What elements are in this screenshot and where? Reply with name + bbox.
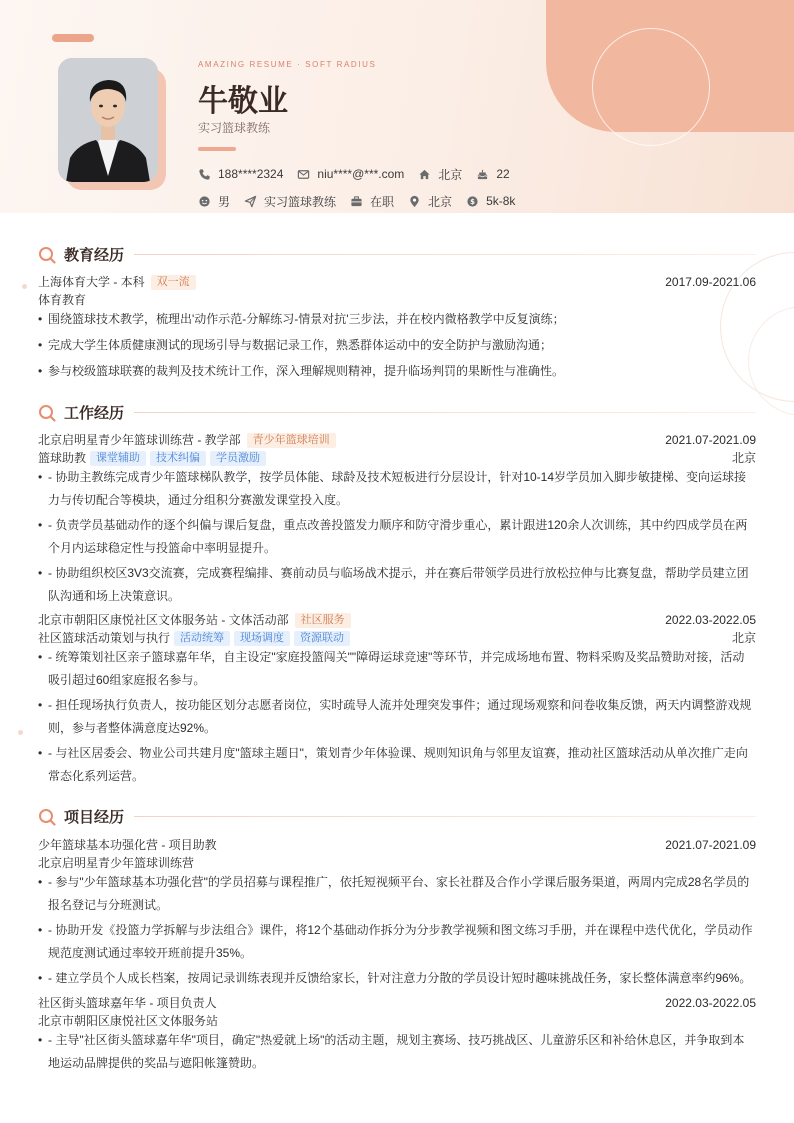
hometown-text: 北京 [438,167,463,182]
skill-tag: 现场调度 [234,631,290,646]
section-magnifier-icon [38,808,56,826]
project-section-header [38,805,756,827]
job-date: 2022.03-2022.05 [665,613,756,627]
job-city: 北京 [731,451,756,465]
profile-row [198,193,529,209]
project-date: 2022.03-2022.05 [665,996,756,1010]
gender-item [198,193,230,210]
job-role: 社区篮球活动策划与执行 [38,631,171,645]
target-city-item [408,193,452,210]
education-title: 教育经历 [64,247,125,264]
job-bullet: • - 协助主教练完成青少年篮球梯队教学，按学员体能、球龄及技术短板进行分层设计，针对10-14岁学员加入脚步敏捷梯、变向运球接力与传切配合等模块，通过分组积分赛激发课堂投入度。 [38,466,756,512]
cake-icon [476,168,489,181]
project-bullet: • - 主导"社区街头篮球嘉年华"项目，确定"热爱就上场"的活动主题，规划主赛场、技巧挑战区、儿童游乐区和补给休息区，并争取到本地运动品牌提供的奖品与遮阳帐篷赞助。 [38,1029,756,1075]
section-divider [134,254,756,255]
status-text: 在职 [370,194,395,209]
resume-tagline: AMAZING RESUME · SOFT RADIUS [198,60,377,69]
section-divider [134,412,756,413]
job-org: 北京启明星青少年篮球训练营 - 教学部 [38,433,241,447]
project-date: 2021.07-2021.09 [665,838,756,852]
project-name-row [38,836,756,854]
job-bullet: • - 统筹策划社区亲子篮球嘉年华，自主设定"家庭投篮闯关""障碍运球竞速"等环节，并完成场地布置、物料采购及奖品赞助对接，活动吸引超过60组家庭报名参与。 [38,646,756,692]
phone-icon [198,168,211,181]
gender-icon [198,195,211,208]
home-icon [418,168,431,181]
job-bullet: • - 与社区居委会、物业公司共建月度"篮球主题日"，策划青少年体验课、规则知识角与邻里友谊赛，推动社区篮球活动从单次推广走向常态化系列运营。 [38,742,756,788]
target-job-item [244,193,336,210]
svg-text:$: $ [470,197,475,206]
candidate-name: 牛敬业 [198,85,288,118]
status-item [350,193,394,210]
job-tag: 青少年篮球培训 [247,433,336,448]
skill-tag: 课堂辅助 [90,451,146,466]
education-bullet: • 参与校级篮球联赛的裁判及技术统计工作，深入理解规则精神，提升临场判罚的果断性与准确性。 [38,360,756,383]
section-magnifier-icon [38,404,56,422]
job-org-row [38,611,756,629]
education-school-row [38,273,756,291]
email-text: niu****@***.com [317,167,405,181]
education-section-header [38,243,756,265]
project-bullet: • - 建立学员个人成长档案，按周记录训练表现并反馈给家长，针对注意力分散的学员设计短时趣味挑战任务，家长整体满意率约96%。 [38,967,756,990]
project-name: 少年篮球基本功强化营 - 项目助教 [38,838,217,852]
section-magnifier-icon [38,246,56,264]
education-major: 体育教育 [38,293,87,307]
project-title: 项目经历 [64,809,125,826]
age-text: 22 [496,167,510,181]
hometown-item [418,166,462,183]
job-date: 2021.07-2021.09 [665,433,756,447]
avatar [58,58,158,182]
decorative-dot [18,730,23,735]
target-city-text: 北京 [428,194,453,209]
job-role-row [38,629,756,647]
age-item [476,167,509,181]
job-role: 篮球助教 [38,451,87,465]
education-date: 2017.09-2021.06 [665,275,756,289]
gender-text: 男 [218,194,231,209]
job-org-row [38,431,756,449]
education-bullet: • 完成大学生体质健康测试的现场引导与数据记录工作，熟悉群体运动中的安全防护与激励沟通； [38,334,756,357]
salary-text: 5k-8k [486,194,516,208]
mail-icon [297,168,310,181]
accent-pill [52,34,94,42]
skill-tag: 技术纠偏 [150,451,206,466]
phone-item [198,167,283,181]
accent-bar [198,147,236,151]
school-name: 上海体育大学 - 本科 [38,275,145,289]
phone-text: 188****2324 [218,167,284,181]
email-item [297,167,404,181]
send-icon [244,195,257,208]
skill-tag: 学员激励 [210,451,266,466]
location-icon [408,195,421,208]
skill-tag: 活动统筹 [174,631,230,646]
project-bullet: • - 参与"少年篮球基本功强化营"的学员招募与课程推广，依托短视频平台、家长社群及合作小学课后服务渠道，两周内完成28名学员的报名登记与分班测试。 [38,871,756,917]
decorative-ring [592,28,710,146]
job-org: 北京市朝阳区康悦社区文体服务站 - 文体活动部 [38,613,289,627]
salary-icon [466,195,479,208]
job-bullet: • - 协助组织校区3V3交流赛，完成赛程编排、赛前动员与临场战术提示，并在赛后带领学员进行放松拉伸与比赛复盘，帮助学员建立团队沟通和场上决策意识。 [38,562,756,608]
project-org: 北京启明星青少年篮球训练营 [38,856,195,870]
job-bullet: • - 担任现场执行负责人，按功能区划分志愿者岗位，实时疏导人流并处理突发事件；通过现场观察和问卷收集反馈，两天内调整游戏规则，参与者整体满意度达92%。 [38,694,756,740]
job-role-row [38,449,756,467]
project-name-row [38,994,756,1012]
project-bullet: • - 协助开发《投篮力学拆解与步法组合》课件，将12个基础动作拆分为分步教学视频和图文练习手册，并在课程中迭代优化，学员动作规范度测试通过率较开班前提升35%。 [38,919,756,965]
salary-item [466,194,515,208]
briefcase-icon [350,195,363,208]
skill-tag: 资源联动 [294,631,350,646]
job-bullet: • - 负责学员基础动作的逐个纠偏与课后复盘，重点改善投篮发力顺序和防守滑步重心，累计跟进120余人次训练，其中约四成学员在两个月内运球稳定性与投篮命中率明显提升。 [38,514,756,560]
project-name: 社区街头篮球嘉年华 - 项目负责人 [38,996,217,1010]
job-tag: 社区服务 [295,613,351,628]
target-job-text: 实习篮球教练 [264,194,337,209]
work-section-header [38,401,756,423]
education-bullet: • 围绕篮球技术教学，梳理出'动作示范-分解练习-情景对抗'三步法，并在校内微格教学中反复演练； [38,308,756,331]
decorative-dot [22,284,27,289]
contact-row [198,166,524,182]
work-title: 工作经历 [64,405,125,422]
job-city: 北京 [731,631,756,645]
project-org: 北京市朝阳区康悦社区文体服务站 [38,1014,219,1028]
section-divider [134,816,756,817]
job-title: 实习篮球教练 [198,121,271,135]
avatar-portrait-icon [58,58,158,182]
school-tag: 双一流 [151,275,196,290]
